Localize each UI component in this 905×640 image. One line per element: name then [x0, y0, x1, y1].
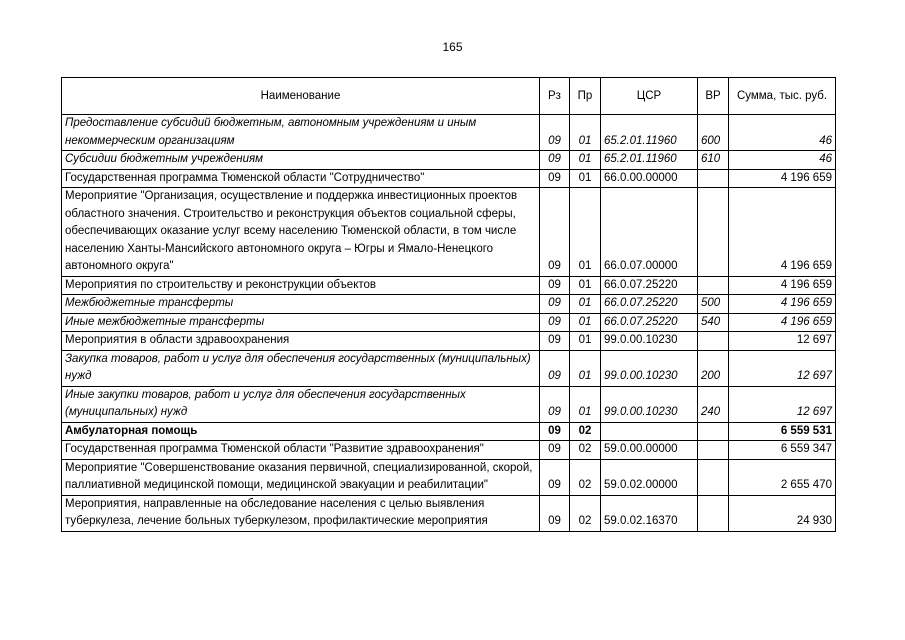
- cell-sum: 4 196 659: [729, 295, 836, 314]
- cell-name: Предоставление субсидий бюджетным, автономным учреждениям и иным некоммерческим организациям: [62, 115, 540, 151]
- cell-csr: 99.0.00.10230: [601, 386, 698, 422]
- cell-vr: 610: [698, 151, 729, 170]
- cell-name: Иные закупки товаров, работ и услуг для обеспечения государственных (муниципальных) нужд: [62, 386, 540, 422]
- cell-vr: 500: [698, 295, 729, 314]
- cell-csr: 99.0.00.10230: [601, 350, 698, 386]
- cell-pr: 01: [570, 313, 601, 332]
- table-body: [62, 115, 836, 532]
- cell-sum: 4 196 659: [729, 313, 836, 332]
- cell-csr: 59.0.02.00000: [601, 459, 698, 495]
- cell-pr: 02: [570, 495, 601, 531]
- cell-pr: 02: [570, 459, 601, 495]
- budget-table: [61, 77, 836, 532]
- cell-name: Амбулаторная помощь: [62, 422, 540, 441]
- cell-sum: 24 930: [729, 495, 836, 531]
- cell-name: Межбюджетные трансферты: [62, 295, 540, 314]
- header-name: Наименование: [62, 78, 540, 115]
- cell-csr: 65.2.01.11960: [601, 151, 698, 170]
- cell-rz: 09: [540, 422, 570, 441]
- cell-csr: [601, 422, 698, 441]
- cell-name: Мероприятия по строительству и реконструкции объектов: [62, 276, 540, 295]
- table-row: [62, 276, 836, 295]
- cell-name: Мероприятие "Организация, осуществление и поддержка инвестиционных проектов областного значения. Строительство и реконструкция объектов социальной сферы, обеспечивающих оказание услуг всему населению Тюменской области, в том числе населению Ханты-Мансийского автономного округа – Югры и Ямало-Ненецкого автономного округа": [62, 188, 540, 277]
- page-number: 165: [442, 40, 463, 54]
- table-row: [62, 295, 836, 314]
- table-row: [62, 422, 836, 441]
- cell-pr: 01: [570, 332, 601, 351]
- cell-vr: [698, 422, 729, 441]
- table-row: [62, 188, 836, 277]
- cell-vr: 600: [698, 115, 729, 151]
- table-row: [62, 151, 836, 170]
- cell-csr: 59.0.00.00000: [601, 441, 698, 460]
- table-row: [62, 386, 836, 422]
- table-row: [62, 115, 836, 151]
- cell-vr: [698, 441, 729, 460]
- cell-csr: 65.2.01.11960: [601, 115, 698, 151]
- cell-vr: [698, 459, 729, 495]
- cell-sum: 46: [729, 115, 836, 151]
- cell-csr: 99.0.00.10230: [601, 332, 698, 351]
- cell-pr: 01: [570, 151, 601, 170]
- cell-sum: 6 559 531: [729, 422, 836, 441]
- header-rz: Рз: [540, 78, 570, 115]
- cell-rz: 09: [540, 313, 570, 332]
- cell-pr: 01: [570, 276, 601, 295]
- header-vr: ВР: [698, 78, 729, 115]
- cell-sum: 2 655 470: [729, 459, 836, 495]
- cell-name: Иные межбюджетные трансферты: [62, 313, 540, 332]
- cell-rz: 09: [540, 295, 570, 314]
- cell-pr: 01: [570, 188, 601, 277]
- cell-name: Субсидии бюджетным учреждениям: [62, 151, 540, 170]
- cell-rz: 09: [540, 115, 570, 151]
- cell-rz: 09: [540, 332, 570, 351]
- cell-csr: 66.0.00.00000: [601, 169, 698, 188]
- cell-name: Государственная программа Тюменской области "Сотрудничество": [62, 169, 540, 188]
- cell-rz: 09: [540, 151, 570, 170]
- cell-vr: [698, 188, 729, 277]
- cell-rz: 09: [540, 188, 570, 277]
- cell-rz: 09: [540, 386, 570, 422]
- table-row: [62, 459, 836, 495]
- header-sum: Сумма, тыс. руб.: [729, 78, 836, 115]
- cell-vr: [698, 332, 729, 351]
- table-row: [62, 441, 836, 460]
- cell-name: Мероприятия, направленные на обследование населения с целью выявления туберкулеза, лечение больных туберкулезом, профилактические мероприятия: [62, 495, 540, 531]
- cell-csr: 66.0.07.25220: [601, 276, 698, 295]
- cell-pr: 02: [570, 422, 601, 441]
- cell-name: Государственная программа Тюменской области "Развитие здравоохранения": [62, 441, 540, 460]
- cell-rz: 09: [540, 459, 570, 495]
- cell-pr: 01: [570, 169, 601, 188]
- cell-pr: 01: [570, 386, 601, 422]
- cell-sum: 46: [729, 151, 836, 170]
- header-pr: Пр: [570, 78, 601, 115]
- cell-pr: 01: [570, 350, 601, 386]
- cell-sum: 12 697: [729, 386, 836, 422]
- cell-sum: 4 196 659: [729, 188, 836, 277]
- cell-vr: 200: [698, 350, 729, 386]
- cell-csr: 66.0.07.00000: [601, 188, 698, 277]
- cell-sum: 4 196 659: [729, 276, 836, 295]
- header-csr: ЦСР: [601, 78, 698, 115]
- cell-pr: 01: [570, 115, 601, 151]
- cell-csr: 66.0.07.25220: [601, 295, 698, 314]
- cell-name: Закупка товаров, работ и услуг для обеспечения государственных (муниципальных) нужд: [62, 350, 540, 386]
- cell-vr: 540: [698, 313, 729, 332]
- cell-name: Мероприятия в области здравоохранения: [62, 332, 540, 351]
- cell-csr: 66.0.07.25220: [601, 313, 698, 332]
- table-row: [62, 495, 836, 531]
- cell-vr: [698, 276, 729, 295]
- cell-pr: 01: [570, 295, 601, 314]
- cell-vr: [698, 169, 729, 188]
- cell-pr: 02: [570, 441, 601, 460]
- cell-sum: 4 196 659: [729, 169, 836, 188]
- cell-rz: 09: [540, 441, 570, 460]
- table-header-row: [62, 78, 836, 115]
- cell-sum: 12 697: [729, 350, 836, 386]
- cell-rz: 09: [540, 169, 570, 188]
- cell-rz: 09: [540, 276, 570, 295]
- cell-rz: 09: [540, 495, 570, 531]
- cell-csr: 59.0.02.16370: [601, 495, 698, 531]
- cell-sum: 12 697: [729, 332, 836, 351]
- cell-name: Мероприятие "Совершенствование оказания первичной, специализированной, скорой, паллиативной медицинской помощи, медицинской эвакуации и реабилитации": [62, 459, 540, 495]
- table-row: [62, 313, 836, 332]
- cell-rz: 09: [540, 350, 570, 386]
- table-row: [62, 350, 836, 386]
- cell-vr: [698, 495, 729, 531]
- table-row: [62, 169, 836, 188]
- table-row: [62, 332, 836, 351]
- cell-sum: 6 559 347: [729, 441, 836, 460]
- cell-vr: 240: [698, 386, 729, 422]
